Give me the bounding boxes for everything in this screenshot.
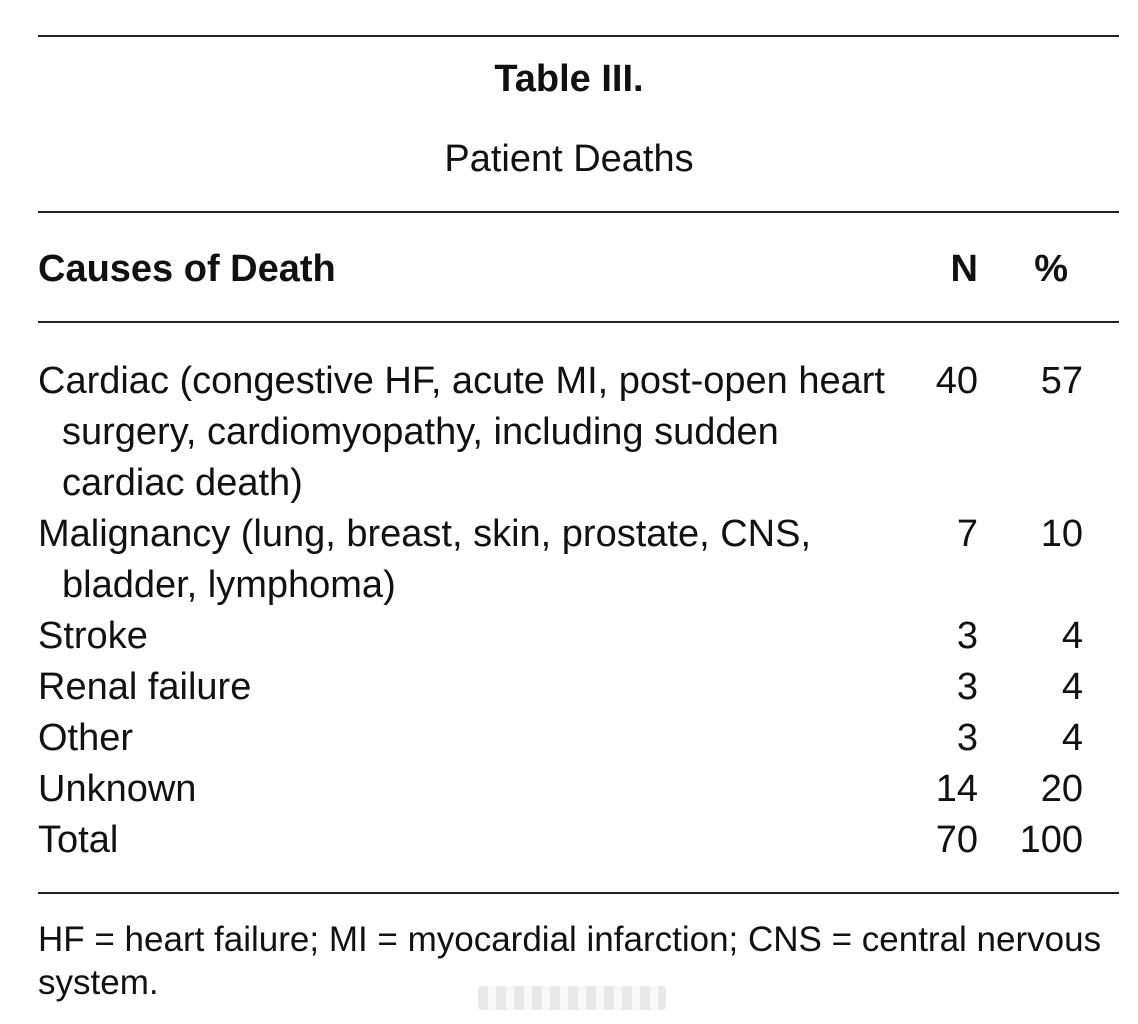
cause-cell: Stroke [38,615,148,657]
cause-cell: Total [38,819,119,861]
table-row [38,662,1119,713]
percent-cell: 4 [1061,615,1083,657]
top-rule [38,35,1119,37]
table-row [38,509,1119,611]
scan-artifact [478,986,666,1010]
table-row [38,611,1119,662]
cause-cell: Renal failure [38,666,252,708]
percent-cell: 57 [1040,360,1083,402]
n-cell: 7 [956,513,978,555]
cause-cell: Cardiac (congestive HF, acute MI, post-open heart surgery, cardiomyopathy, including sudden cardiac death) [38,360,885,504]
percent-cell: 10 [1040,513,1083,555]
table-number: Table III. [494,58,644,100]
percent-cell: 20 [1040,768,1083,810]
title-rule [38,211,1119,213]
cause-cell: Other [38,717,134,759]
cause-cell: Malignancy (lung, breast, skin, prostate, CNS, bladder, lymphoma) [38,513,812,606]
table-footnote: HF = heart failure; MI = myocardial infarction; CNS = central nervous system. [38,920,1102,1002]
percent-cell: 100 [1019,819,1083,861]
n-cell: 3 [956,666,978,708]
table-row-total [38,815,1119,866]
header-causes-of-death: Causes of Death [38,248,336,290]
bottom-rule [38,892,1119,894]
table-row [38,713,1119,764]
percent-cell: 4 [1061,717,1083,759]
table-row [38,356,1119,509]
n-cell: 14 [935,768,978,810]
n-cell: 3 [956,717,978,759]
n-cell: 70 [935,819,978,861]
table-row [38,764,1119,815]
n-cell: 40 [935,360,978,402]
header-percent: % [1034,248,1068,290]
table-body [38,356,1119,866]
header-rule [38,321,1119,323]
cause-cell: Unknown [38,768,197,810]
percent-cell: 4 [1061,666,1083,708]
table-title: Patient Deaths [444,138,694,180]
header-n: N [950,248,978,290]
n-cell: 3 [956,615,978,657]
